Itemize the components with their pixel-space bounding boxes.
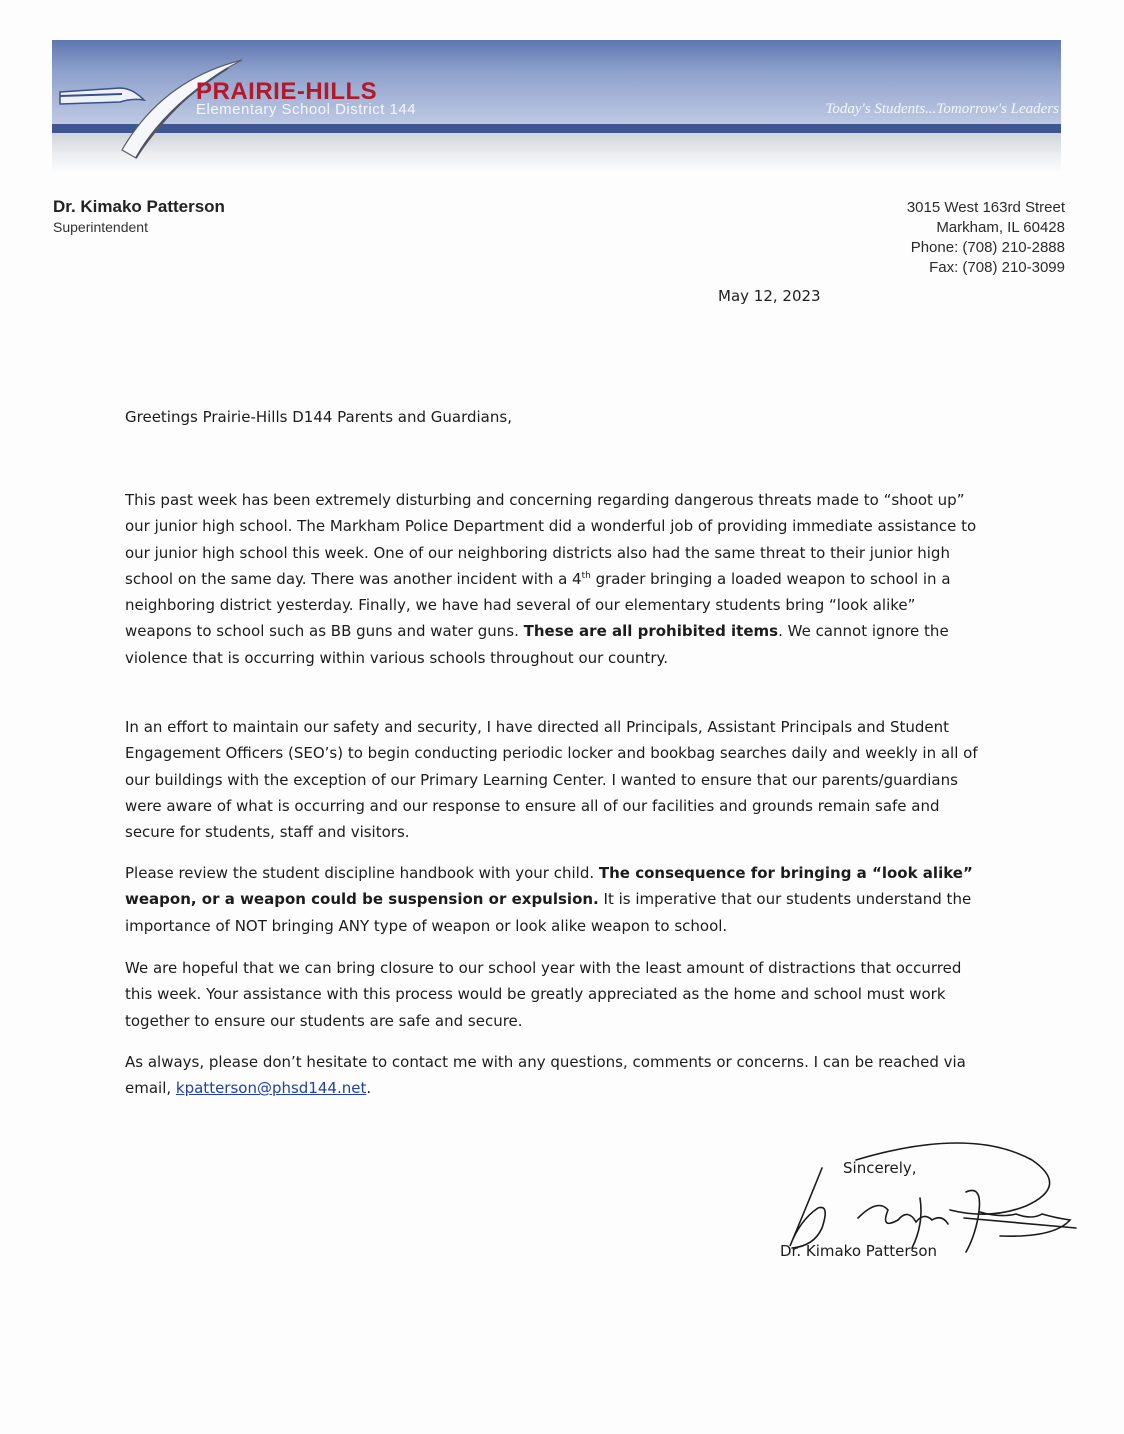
paragraph-5 bbox=[125, 1049, 985, 1102]
p1-text-c: . We cannot ignore the violence that is occurring within various schools throughout our country. bbox=[125, 622, 949, 667]
paragraph-3 bbox=[125, 860, 985, 939]
address-block bbox=[907, 198, 1065, 278]
signature-name: Dr. Kimako Patterson bbox=[780, 1242, 938, 1260]
p3-text-a: Please review the student discipline handbook with your child. bbox=[125, 864, 599, 882]
sender-name: Dr. Kimako Patterson bbox=[53, 197, 225, 216]
paragraph-2: In an effort to maintain our safety and security, I have directed all Principals, Assistant Principals and Student Engagement Officers (SEO’s) to begin conducting periodic locker and bookbag searches daily and weekly in all of our buildings with the exception of our Primary Learning Center. I wanted to ensure that our parents/guardians were aware of what is occurring and our response to ensure all of our facilities and grounds remain safe and secure for students, staff and visitors. bbox=[125, 718, 978, 842]
p1-text-b: grader bringing a loaded weapon to school in a neighboring district yesterday. Finally, we have had several of our elementary students bring “look alike” weapons to school such as BB guns and water guns. bbox=[125, 569, 951, 641]
p3-bold: The consequence for bringing a “look alike” weapon, or a weapon could be suspension or expulsion. bbox=[125, 864, 973, 909]
p1-text-a: This past week has been extremely disturbing and concerning regarding dangerous threats made to “shoot up” our junior high school. The Markham Police Department did a wonderful job of providing immediate assistance to our junior high school this week. One of our neighboring districts also had the same threat to their junior high school on the same day. There was another incident with a 4 bbox=[125, 491, 977, 588]
sender-title: Superintendent bbox=[53, 219, 148, 235]
p5-text-b: . bbox=[366, 1079, 372, 1098]
p1-superscript: th bbox=[581, 570, 591, 581]
district-subtitle: Elementary School District 144 bbox=[196, 101, 417, 118]
email-link[interactable]: kpatterson@phsd144.net bbox=[175, 1079, 367, 1098]
address-fax: Fax: (708) 210-3099 bbox=[929, 259, 1065, 276]
p1-bold: These are all prohibited items bbox=[523, 622, 779, 641]
greeting: Greetings Prairie-Hills D144 Parents and Guardians, bbox=[125, 408, 512, 426]
p3-text-b: It is imperative that our students understand the importance of NOT bringing ANY type of weapon or look alike weapon to school. bbox=[125, 890, 972, 935]
address-city: Markham, IL 60428 bbox=[936, 219, 1065, 236]
letter-date: May 12, 2023 bbox=[718, 287, 821, 305]
address-phone: Phone: (708) 210-2888 bbox=[910, 239, 1065, 256]
district-name: PRAIRIE-HILLS bbox=[196, 78, 378, 105]
district-tagline: Today's Students...Tomorrow's Leaders bbox=[825, 101, 1059, 117]
paragraph-4: We are hopeful that we can bring closure to our school year with the least amount of distractions that occurred this week. Your assistance with this process would be greatly appreciated as the home and school must work together to ensure our students are safe and secure. bbox=[125, 959, 962, 1030]
address-street: 3015 West 163rd Street bbox=[906, 199, 1065, 216]
paragraph-1 bbox=[125, 487, 985, 671]
p5-text-a: As always, please don’t hesitate to contact me with any questions, comments or concerns. I can be reached via email, bbox=[125, 1053, 966, 1098]
closing: Sincerely, bbox=[843, 1159, 917, 1177]
